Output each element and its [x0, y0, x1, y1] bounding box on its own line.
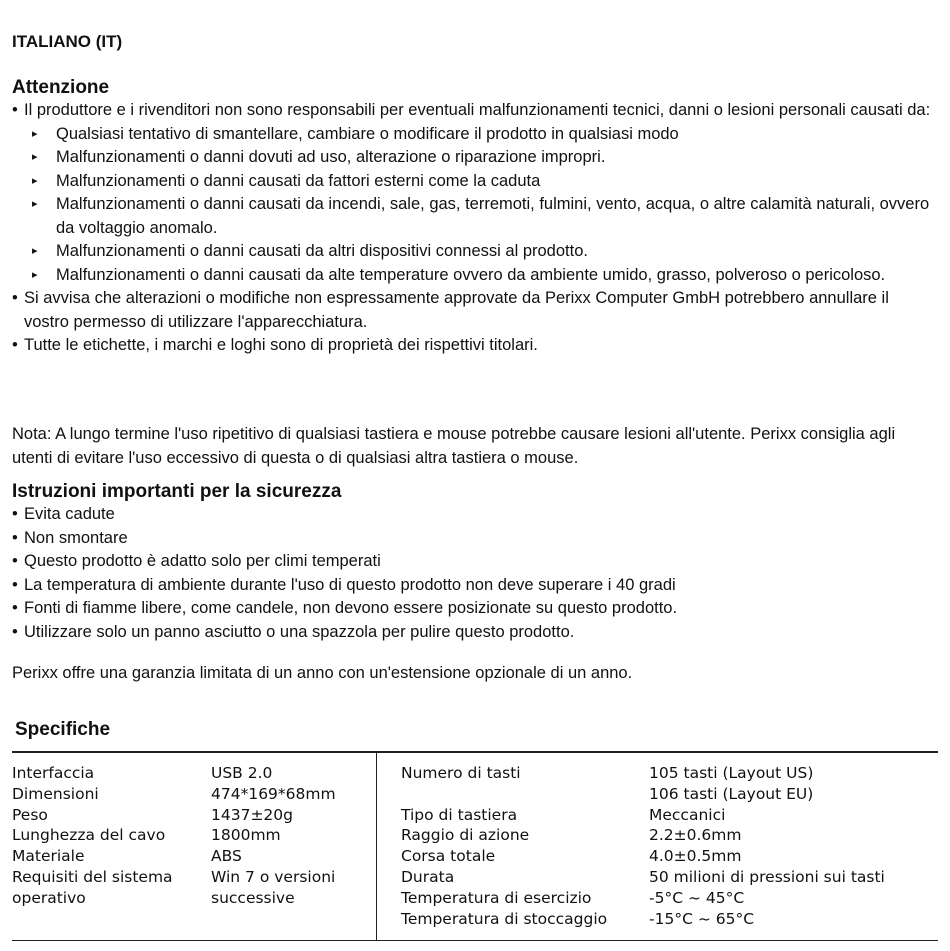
spec-value: successive	[211, 888, 295, 907]
sicurezza-item: • Non smontare	[12, 527, 937, 551]
attenzione-sub-item: ▸ Malfunzionamenti o danni causati da incendi, sale, gas, terremoti, fulmini, vento, acqua, o altre calamità naturali, ovvero da voltaggio anomalo.	[12, 193, 937, 240]
spec-row	[12, 784, 336, 805]
spec-value: 106 tasti (Layout EU)	[649, 784, 814, 803]
spec-key: Temperatura di stoccaggio	[401, 909, 608, 928]
spec-key: Numero di tasti	[401, 764, 521, 782]
spec-row	[401, 784, 885, 805]
spec-row	[12, 805, 336, 826]
spec-value: 105 tasti (Layout US)	[649, 764, 814, 782]
attenzione-list	[12, 99, 937, 358]
spec-key: Lunghezza del cavo	[12, 826, 166, 845]
spec-row	[12, 763, 336, 784]
spec-value: Win 7 o versioni	[211, 867, 336, 886]
spec-column-divider	[376, 753, 377, 940]
attenzione-sub-item: ▸ Malfunzionamenti o danni causati da altri dispositivi connessi al prodotto.	[12, 240, 937, 264]
sicurezza-list	[12, 503, 937, 644]
spec-key: Corsa totale	[401, 847, 496, 866]
spec-key: Materiale	[12, 847, 85, 866]
spec-bottom-rule	[12, 940, 938, 941]
spec-key: Peso	[12, 805, 48, 824]
spec-value: USB 2.0	[211, 764, 273, 782]
sicurezza-item: • La temperatura di ambiente durante l'uso di questo prodotto non deve superare i 40 gradi	[12, 574, 937, 598]
spec-row	[12, 846, 336, 867]
spec-value: 50 milioni di pressioni sui tasti	[649, 867, 885, 886]
attenzione-bullet: • Si avvisa che alterazioni o modifiche non espressamente approvate da Perixx Computer GmbH potrebbero annullare il vostro permesso di utilizzare l'apparecchiatura.	[12, 287, 937, 334]
specifiche-heading: Specifiche	[15, 719, 111, 740]
attenzione-heading: Attenzione	[12, 77, 110, 98]
spec-row	[401, 825, 885, 846]
attenzione-bullet: • Tutte le etichette, i marchi e loghi sono di proprietà dei rispettivi titolari.	[12, 334, 937, 358]
spec-value: Meccanici	[649, 805, 726, 824]
spec-key: Interfaccia	[12, 764, 95, 782]
spec-key	[401, 784, 649, 805]
nota-paragraph: Nota: A lungo termine l'uso ripetitivo di qualsiasi tastiera e mouse potrebbe causare lesioni all'utente. Perixx consiglia agli utenti di evitare l'uso eccessivo di questa o di qualsiasi altra tastiera o mouse.	[12, 425, 896, 467]
spec-key: Dimensioni	[12, 784, 99, 803]
spec-row	[401, 867, 885, 888]
spec-key: Temperatura di esercizio	[401, 888, 592, 907]
spec-row	[401, 805, 885, 826]
spec-value: 474*169*68mm	[211, 784, 336, 803]
spec-row	[12, 867, 336, 888]
spec-key: operativo	[12, 888, 86, 907]
attenzione-sub-item: ▸ Malfunzionamenti o danni dovuti ad uso, alterazione o riparazione impropri.	[12, 146, 937, 170]
spec-value: 1437±20g	[211, 805, 293, 824]
spec-value: ABS	[211, 847, 242, 866]
spec-key: Raggio di azione	[401, 826, 530, 845]
garanzia-paragraph: Perixx offre una garanzia limitata di un anno con un'estensione opzionale di un anno.	[12, 664, 633, 682]
spec-top-rule	[12, 751, 938, 753]
spec-value: 2.2±0.6mm	[649, 826, 742, 845]
attenzione-sub-item: ▸ Malfunzionamenti o danni causati da fattori esterni come la caduta	[12, 170, 937, 194]
spec-row	[12, 825, 336, 846]
spec-row	[12, 888, 336, 909]
attenzione-intro: • Il produttore e i rivenditori non sono responsabili per eventuali malfunzionamenti tecnici, danni o lesioni personali causati da:	[12, 99, 937, 123]
sicurezza-item: • Evita cadute	[12, 503, 937, 527]
spec-row	[401, 909, 885, 930]
spec-row	[401, 888, 885, 909]
spec-row	[401, 763, 885, 784]
attenzione-sub-list	[12, 123, 937, 288]
sicurezza-heading: Istruzioni importanti per la sicurezza	[12, 481, 342, 502]
sicurezza-item: • Utilizzare solo un panno asciutto o una spazzola per pulire questo prodotto.	[12, 621, 937, 645]
spec-right-column	[401, 763, 885, 929]
spec-value: -5°C ~ 45°C	[649, 888, 745, 907]
sicurezza-item: • Questo prodotto è adatto solo per climi temperati	[12, 550, 937, 574]
spec-row	[401, 846, 885, 867]
spec-key: Requisiti del sistema	[12, 867, 173, 886]
spec-value: 1800mm	[211, 826, 281, 845]
spec-left-column	[12, 763, 336, 909]
spec-key: Tipo di tastiera	[401, 805, 518, 824]
spec-value: -15°C ~ 65°C	[649, 909, 755, 928]
sicurezza-item: • Fonti di fiamme libere, come candele, non devono essere posizionate su questo prodotto.	[12, 597, 937, 621]
spec-value: 4.0±0.5mm	[649, 847, 742, 866]
attenzione-sub-item: ▸ Malfunzionamenti o danni causati da alte temperature ovvero da ambiente umido, grasso, polveroso o pericoloso.	[12, 264, 937, 288]
attenzione-sub-item: ▸ Qualsiasi tentativo di smantellare, cambiare o modificare il prodotto in qualsiasi modo	[12, 123, 937, 147]
language-title: ITALIANO (IT)	[12, 32, 123, 51]
spec-key: Durata	[401, 867, 455, 886]
